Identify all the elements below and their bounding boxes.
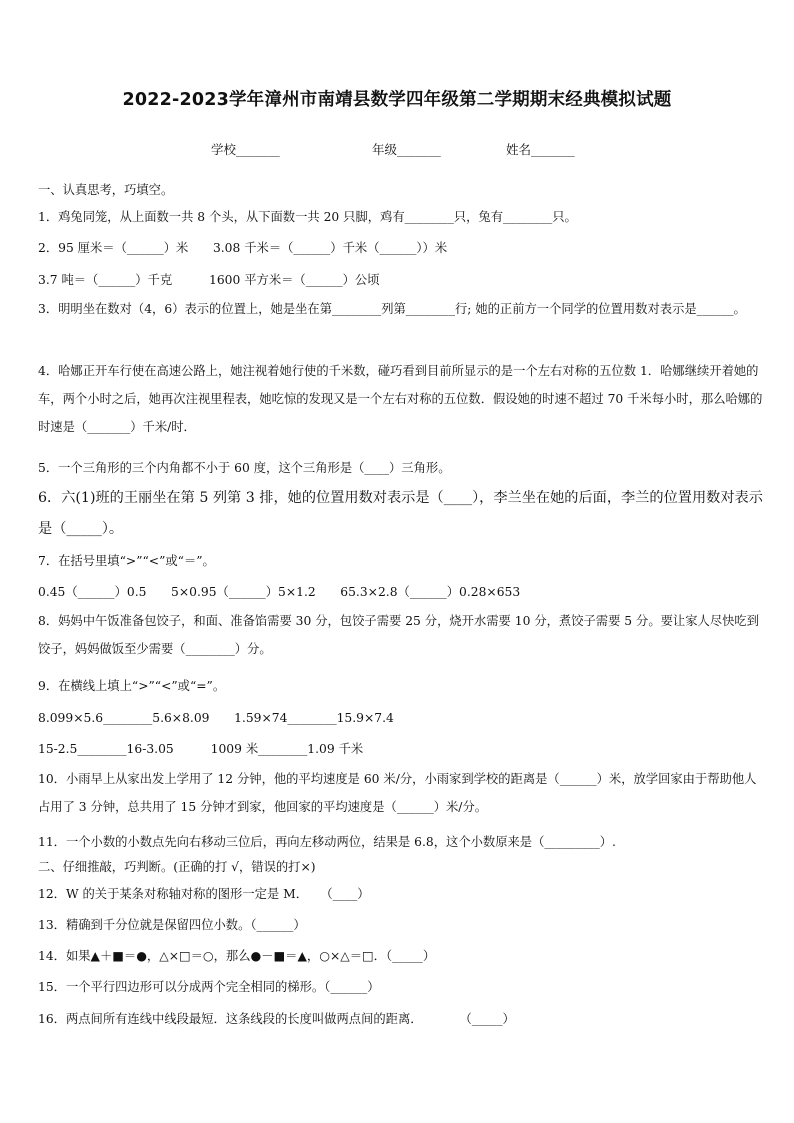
section-heading-1: 一、认真思考，巧填空。	[38, 183, 174, 197]
question-9: 9．在横线上填上“>”“<”或“=”。	[38, 679, 226, 693]
grade-field: 年级_______	[372, 142, 441, 157]
school-field: 学校_______	[211, 142, 280, 157]
question-2-part-b: 3.7 吨＝（______）千克 1600 平方米＝（______）公顷	[38, 273, 380, 287]
name-field: 姓名_______	[506, 142, 575, 157]
question-7: 7．在括号里填“>”“<”或“＝”。	[38, 554, 215, 568]
question-13: 13．精确到千分位就是保留四位小数。（______）	[38, 918, 306, 932]
question-7-items: 0.45（______）0.5 5×0.95（______）5×1.2 65.3×2.8（______）0.28×653	[38, 585, 521, 599]
question-5: 5．一个三角形的三个内角都不小于 60 度，这个三角形是（____）三角形。	[38, 461, 451, 475]
question-1: 1．鸡兔同笼，从上面数一共 8 个头，从下面数一共 20 只脚，鸡有________只，兔有________只。	[38, 210, 577, 224]
question-6: 6．六(1)班的王丽坐在第 5 列第 3 排，她的位置用数对表示是（____），李兰坐在她的后面，李兰的位置用数对表示是（_____）。	[38, 490, 763, 537]
question-9-items-b: 15-2.5________16-3.05 1009 米________1.09 千米	[38, 742, 364, 756]
question-2-part-a: 2．95 厘米＝（______）米 3.08 千米＝（______）千米（______））米	[38, 241, 448, 255]
question-3: 3．明明坐在数对（4，6）表示的位置上，她是坐在第________列第________行; 她的正前方一个同学的位置用数对表示是______。	[38, 302, 746, 316]
question-14: 14．如果▲＋■＝●，△×□＝○，那么●－■＝▲，○×△＝□．（_____）	[38, 949, 436, 963]
question-15: 15．一个平行四边形可以分成两个完全相同的梯形。（______）	[38, 980, 380, 994]
question-4: 4．哈娜正开车行使在高速公路上，她注视着她行使的千米数，碰巧看到目前所显示的是一个左右对称的五位数 1．哈娜继续开着她的车，两个小时之后，她再次注视里程表，她吃惊的发现又是一个左右对称的五位数．假设她的时速不超过 70 千米每小时，那么哈娜的时速是（_______）千米/时．	[38, 364, 763, 434]
question-8: 8．妈妈中午饭准备包饺子，和面、准备馅需要 30 分，包饺子需要 25 分，烧开水需要 10 分，煮饺子需要 5 分。要让家人尽快吃到饺子，妈妈做饭至少需要（________）分。	[38, 614, 760, 656]
section-heading-2: 二、仔细推敲，巧判断。(正确的打 √，错误的打×)	[38, 860, 316, 874]
question-11: 11．一个小数的小数点先向右移动三位后，再向左移动两位，结果是 6.8，这个小数原来是（_________）.	[38, 835, 616, 849]
question-16: 16．两点间所有连线中线段最短．这条线段的长度叫做两点间的距离． （_____）	[38, 1012, 515, 1026]
page-title: 2022-2023学年漳州市南靖县数学四年级第二学期期末经典模拟试题	[122, 90, 672, 110]
question-10: 10．小雨早上从家出发上学用了 12 分钟，他的平均速度是 60 米/分，小雨家到学校的距离是（______）米，放学回家由于帮助他人占用了 3 分钟，总共用了 15 分钟才到家，他回家的平均速度是（______）米/分。	[38, 772, 757, 814]
question-12: 12．W 的关于某条对称轴对称的图形一定是 M． （____）	[38, 887, 370, 901]
question-9-items-a: 8.099×5.6________5.6×8.09 1.59×74________15.9×7.4	[38, 711, 394, 725]
